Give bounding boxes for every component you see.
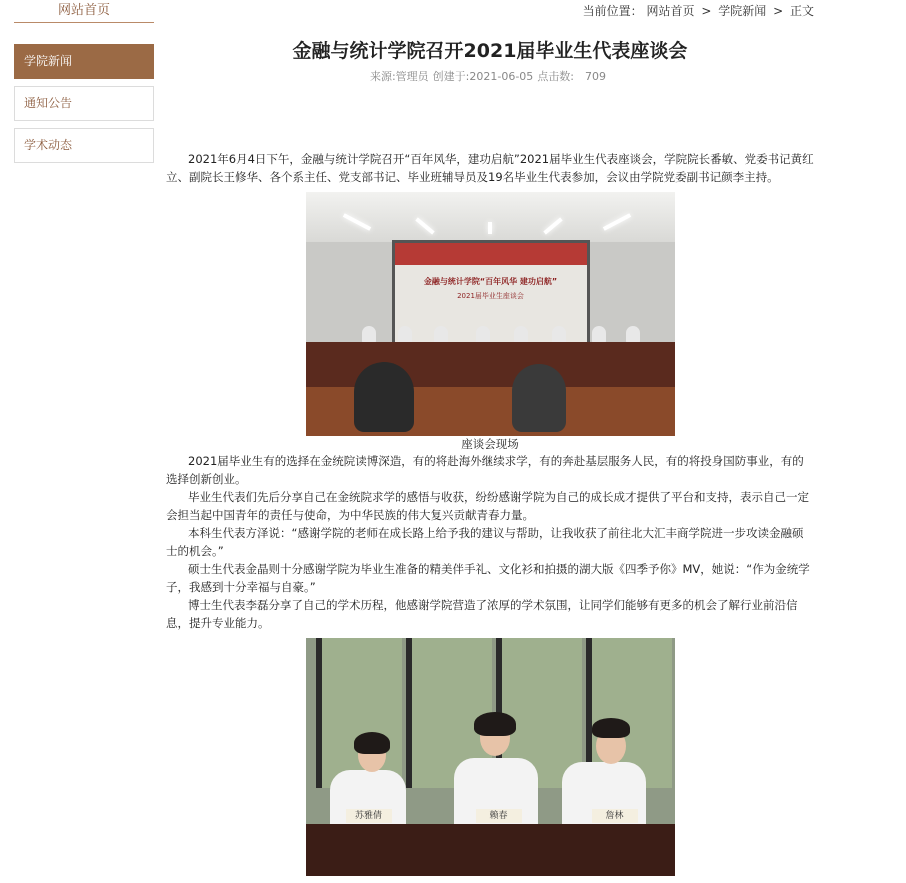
breadcrumb xyxy=(583,2,814,19)
name-tag: 赖春 xyxy=(476,809,522,823)
breadcrumb-separator: > xyxy=(773,4,784,18)
breadcrumb-prefix: 当前位置： xyxy=(582,4,643,18)
article-paragraph: 硕士生代表金晶则十分感谢学院为毕业生准备的精美伴手礼、文化衫和拍摄的湖大版《四季予你》MV，她说：“作为金统学子，我感到十分幸福与自豪。” xyxy=(166,562,810,594)
screen-text-2: 2021届毕业生座谈会 xyxy=(457,292,524,300)
name-tag: 苏雅倩 xyxy=(346,809,392,823)
breadcrumb-separator: > xyxy=(701,4,712,18)
photo-caption: 座谈会现场 xyxy=(461,437,519,451)
sidebar-item-notices[interactable]: 通知公告 xyxy=(14,86,154,121)
name-tag: 詹林 xyxy=(592,809,638,823)
article-source: 来源:管理员 xyxy=(369,70,429,83)
article-created: 创建于:2021-06-05 xyxy=(432,70,534,83)
article-paragraph: 本科生代表方泽说：“感谢学院的老师在成长路上给予我的建议与帮助，让我收获了前往北大汇丰商学院进一步攻读金融硕士的机会。” xyxy=(166,526,804,558)
photo-meeting-room xyxy=(306,192,675,436)
sidebar-item-academic[interactable]: 学术动态 xyxy=(14,128,154,163)
article-hits-label: 点击数: xyxy=(537,70,575,83)
article-hits: 709 xyxy=(585,70,607,83)
sidebar xyxy=(14,0,154,163)
sidebar-title-home[interactable]: 网站首页 xyxy=(14,0,154,23)
photo-student-representatives xyxy=(306,638,675,876)
article-content xyxy=(166,150,814,876)
article-title: 金融与统计学院召开2021届毕业生代表座谈会 xyxy=(292,40,688,62)
article-meta xyxy=(166,68,814,84)
screen-text-1: 金融与统计学院“百年风华 建功启航” xyxy=(423,277,558,286)
article-paragraph: 博士生代表李磊分享了自己的学术历程，他感谢学院营造了浓厚的学术氛围，让同学们能够有更多的机会了解行业前沿信息，提升专业能力。 xyxy=(166,598,798,630)
article-paragraph: 毕业生代表们先后分享自己在金统院求学的感悟与收获，纷纷感谢学院为自己的成长成才提供了平台和支持，表示自己一定会担当起中国青年的责任与使命，为中华民族的伟大复兴贡献青春力量。 xyxy=(166,490,809,522)
breadcrumb-current: 正文 xyxy=(789,4,814,18)
article-paragraph: 2021年6月4日下午，金融与统计学院召开“百年风华，建功启航”2021届毕业生代表座谈会，学院院长番敏、党委书记黄红立、副院长王修华、各个系主任、党支部书记、毕业班辅导员及19名毕业生代表参加，会议由学院党委副书记颜李主持。 xyxy=(166,152,814,184)
breadcrumb-home[interactable]: 网站首页 xyxy=(646,4,695,18)
article-paragraph: 2021届毕业生有的选择在金统院读博深造，有的将赴海外继续求学，有的奔赴基层服务人民，有的将投身国防事业，有的选择创新创业。 xyxy=(166,454,804,486)
breadcrumb-college-news[interactable]: 学院新闻 xyxy=(718,4,767,18)
sidebar-item-college-news[interactable]: 学院新闻 xyxy=(14,44,154,79)
